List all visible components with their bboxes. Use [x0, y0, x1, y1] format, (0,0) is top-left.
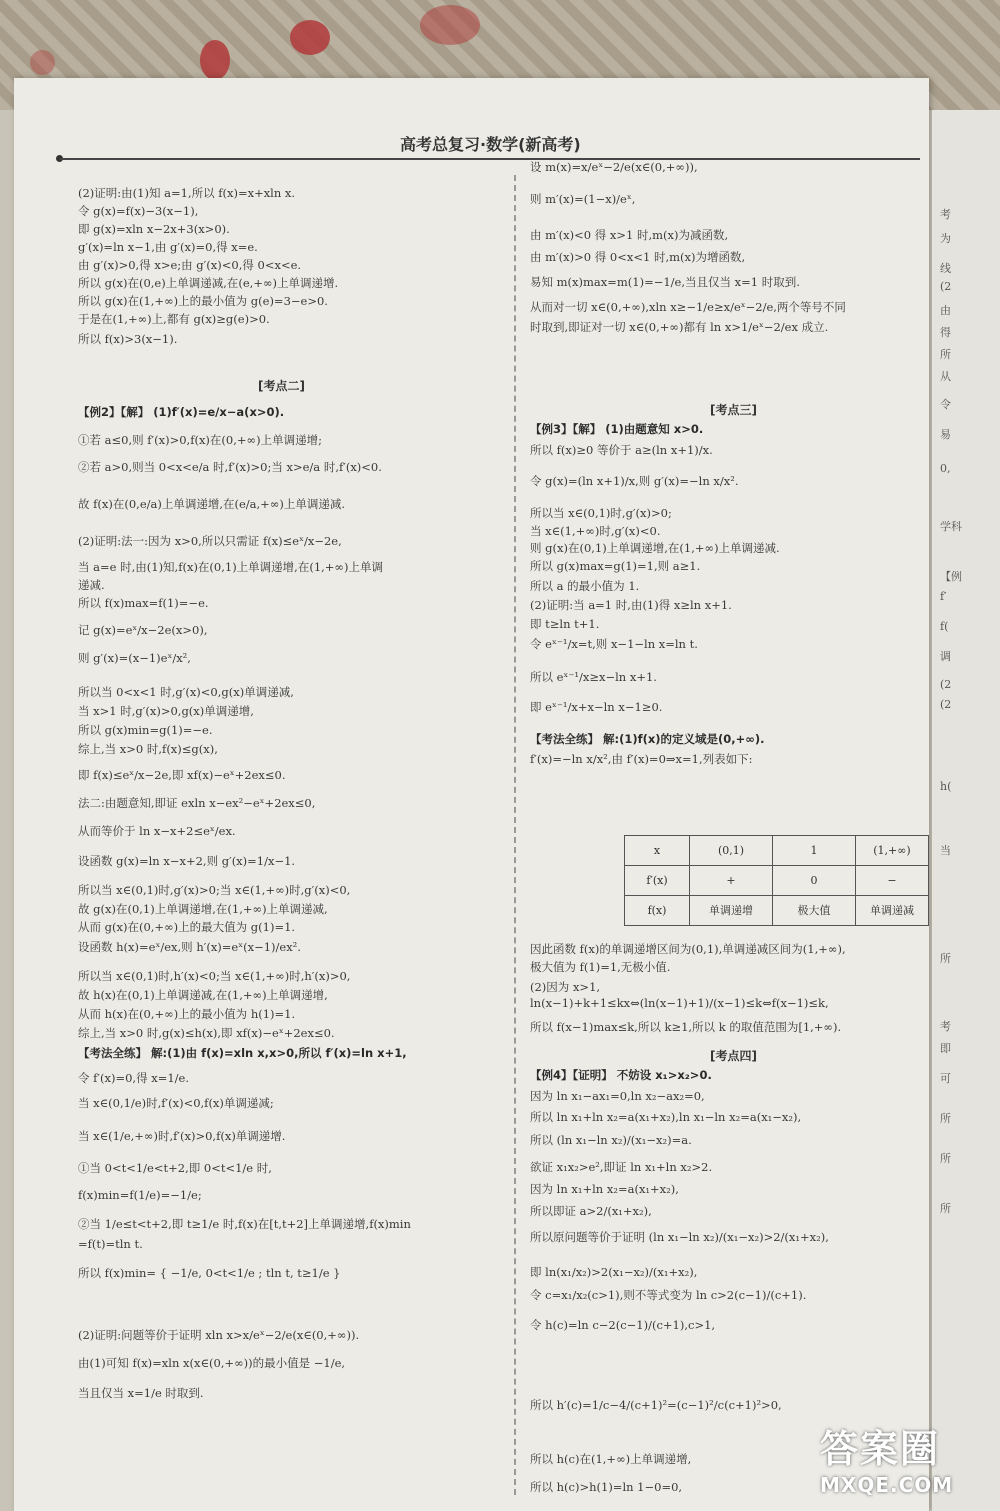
table-cell: f(x): [625, 896, 690, 926]
text-line: 递减.: [78, 578, 105, 592]
text-line: (2)证明:问题等价于证明 xln x>x/eˣ−2/e(x∈(0,+∞)).: [78, 1328, 360, 1342]
text-line: 则 g(x)在(0,1)上单调递增,在(1,+∞)上单调递减.: [530, 541, 780, 555]
text-line: 所以 h′(c)=1/c−4/(c+1)²=(c−1)²/c(c+1)²>0,: [530, 1398, 782, 1412]
text-line: [考点二]: [258, 379, 305, 393]
edge-text-fragment: 即: [940, 1042, 951, 1055]
table-cell: (0,1): [690, 836, 773, 866]
text-line: 从而 g(x)在(0,+∞)上的最大值为 g(1)=1.: [78, 920, 296, 934]
edge-text-fragment: 易: [940, 428, 951, 441]
text-line: 令 c=x₁/x₂(c>1),则不等式变为 ln c>2(c−1)/(c+1).: [530, 1288, 807, 1302]
edge-text-fragment: f(: [940, 620, 949, 633]
edge-text-fragment: 线: [940, 262, 951, 275]
table-cell: +: [690, 866, 773, 896]
text-line: 所以即证 a>2/(x₁+x₂),: [530, 1204, 652, 1218]
text-line: (2)证明:法一:因为 x>0,所以只需证 f(x)≤eˣ/x−2e,: [78, 534, 342, 548]
text-line: [考点三]: [710, 403, 757, 417]
text-line: 从而等价于 ln x−x+2≤eˣ/ex.: [78, 824, 236, 838]
text-line: 即 g(x)=xln x−2x+3(x>0).: [78, 222, 230, 236]
text-line: 则 m′(x)=(1−x)/eˣ,: [530, 192, 636, 206]
edge-text-fragment: (2: [940, 280, 952, 293]
edge-text-fragment: 所: [940, 1202, 951, 1215]
text-line: f(x)min=f(1/e)=−1/e;: [78, 1188, 202, 1202]
tablecloth-pattern: [290, 20, 330, 55]
edge-text-fragment: 学科: [940, 520, 962, 533]
text-line: ln(x−1)+k+1≤kx⇔(ln(x−1)+1)/(x−1)≤k⇔f(x−1)≤k,: [530, 996, 829, 1010]
text-line: 记 g(x)=eˣ/x−2e(x>0),: [78, 623, 208, 637]
text-line: 故 f(x)在(0,e/a)上单调递增,在(e/a,+∞)上单调递减.: [78, 497, 346, 511]
watermark: [820, 1418, 990, 1497]
text-line: (2)证明:由(1)知 a=1,所以 f(x)=x+xln x.: [78, 186, 296, 200]
text-line: 即 eˣ⁻¹/x+x−ln x−1≥0.: [530, 700, 663, 714]
text-line: (2)证明:当 a=1 时,由(1)得 x≥ln x+1.: [530, 598, 732, 612]
text-line: 所以当 x∈(0,1)时,g′(x)>0;: [530, 506, 672, 520]
text-line: 极大值为 f(1)=1,无极小值.: [530, 960, 671, 974]
text-line: (2)因为 x>1,: [530, 980, 601, 994]
text-line: [考点四]: [710, 1049, 757, 1063]
text-line: ②若 a>0,则当 0<x<e/a 时,f′(x)>0;当 x>e/a 时,f′(x)<0.: [78, 460, 382, 474]
text-line: 所以 (ln x₁−ln x₂)/(x₁−x₂)=a.: [530, 1133, 692, 1147]
text-line: 所以 eˣ⁻¹/x≥x−ln x+1.: [530, 670, 657, 684]
text-line: 当 a=e 时,由(1)知,f(x)在(0,1)上单调递增,在(1,+∞)上单调: [78, 560, 384, 574]
text-line: 所以 ln x₁+ln x₂=a(x₁+x₂),ln x₁−ln x₂=a(x₁−x₂),: [530, 1110, 802, 1124]
table-row: [625, 866, 929, 896]
text-line: 【例3】【解】 (1)由题意知 x>0.: [530, 422, 704, 436]
text-line: 由 g′(x)>0,得 x>e;由 g′(x)<0,得 0<x<e.: [78, 258, 302, 272]
table-row: [625, 836, 929, 866]
text-line: 所以原问题等价于证明 (ln x₁−ln x₂)/(x₁−x₂)>2/(x₁+x₂),: [530, 1230, 829, 1244]
text-line: 故 h(x)在(0,1)上单调递减,在(1,+∞)上单调递增,: [78, 988, 328, 1002]
edge-text-fragment: 所: [940, 952, 951, 965]
text-line: 所以 f(x)min= { −1/e, 0<t<1/e ; tln t, t≥1/e }: [78, 1266, 341, 1280]
text-line: f′(x)=−ln x/x²,由 f′(x)=0⇒x=1,列表如下:: [530, 752, 753, 766]
page-header: 高考总复习·数学(新高考): [400, 135, 581, 154]
table-row: [625, 896, 929, 926]
text-line: 所以 f(x)max=f(1)=−e.: [78, 596, 209, 610]
text-line: 于是在(1,+∞)上,都有 g(x)≥g(e)>0.: [78, 312, 270, 326]
table-cell: (1,+∞): [856, 836, 929, 866]
text-line: ①当 0<t<1/e<t+2,即 0<t<1/e 时,: [78, 1161, 272, 1175]
edge-text-fragment: h(: [940, 780, 952, 793]
text-line: 由(1)可知 f(x)=xln x(x∈(0,+∞))的最小值是 −1/e,: [78, 1356, 346, 1370]
edge-text-fragment: 所: [940, 348, 951, 361]
tablecloth-pattern: [30, 50, 55, 75]
text-line: 即 ln(x₁/x₂)>2(x₁−x₂)/(x₁+x₂),: [530, 1265, 698, 1279]
table-cell: 单调递减: [856, 896, 929, 926]
table-cell: 极大值: [773, 896, 856, 926]
text-line: 从而对一切 x∈(0,+∞),xln x≥−1/e≥x/eˣ−2/e,两个等号不同: [530, 300, 846, 314]
text-line: 设 m(x)=x/eˣ−2/e(x∈(0,+∞)),: [530, 160, 698, 174]
text-line: 即 t≥ln t+1.: [530, 617, 600, 631]
text-line: 易知 m(x)max=m(1)=−1/e,当且仅当 x=1 时取到.: [530, 275, 800, 289]
text-line: 当且仅当 x=1/e 时取到.: [78, 1386, 204, 1400]
edge-text-fragment: f′: [940, 590, 947, 603]
edge-text-fragment: 可: [940, 1072, 951, 1085]
text-line: 所以 g(x)在(0,e)上单调递减,在(e,+∞)上单调递增.: [78, 276, 339, 290]
text-line: 由 m′(x)<0 得 x>1 时,m(x)为减函数,: [530, 228, 729, 242]
text-line: g′(x)=ln x−1,由 g′(x)=0,得 x=e.: [78, 240, 258, 254]
text-line: 综上,当 x>0 时,g(x)≤h(x),即 xf(x)−eˣ+2ex≤0.: [78, 1026, 335, 1040]
text-line: ①若 a≤0,则 f′(x)>0,f(x)在(0,+∞)上单调递增;: [78, 433, 322, 447]
text-line: 所以 f(x)≥0 等价于 a≥(ln x+1)/x.: [530, 443, 713, 457]
edge-text-fragment: 考: [940, 1020, 951, 1033]
text-line: 时取到,即证对一切 x∈(0,+∞)都有 ln x>1/eˣ−2/ex 成立.: [530, 320, 829, 334]
text-line: 所以 g(x)min=g(1)=−e.: [78, 723, 213, 737]
edge-text-fragment: 从: [940, 370, 951, 383]
edge-text-fragment: 考: [940, 208, 951, 221]
table-cell: 1: [773, 836, 856, 866]
text-line: 【例2】【解】 (1)f′(x)=e/x−a(x>0).: [78, 405, 285, 419]
text-line: 所以当 x∈(0,1)时,h′(x)<0;当 x∈(1,+∞)时,h′(x)>0,: [78, 969, 351, 983]
text-line: 所以 f(x−1)max≤k,所以 k≥1,所以 k 的取值范围为[1,+∞).: [530, 1020, 842, 1034]
text-line: 【考法全练】 解:(1)由 f(x)=xln x,x>0,所以 f′(x)=ln x+1,: [78, 1046, 407, 1060]
text-line: ②当 1/e≤t<t+2,即 t≥1/e 时,f(x)在[t,t+2]上单调递增,f(x)min: [78, 1217, 411, 1231]
text-line: 所以 h(c)在(1,+∞)上单调递增,: [530, 1452, 692, 1466]
text-line: 所以当 0<x<1 时,g′(x)<0,g(x)单调递减,: [78, 685, 294, 699]
text-line: 因此函数 f(x)的单调递增区间为(0,1),单调递减区间为(1,+∞),: [530, 942, 846, 956]
text-line: 所以 a 的最小值为 1.: [530, 579, 640, 593]
text-line: 故 g(x)在(0,1)上单调递增,在(1,+∞)上单调递减,: [78, 902, 328, 916]
watermark-url: MXQE.COM: [820, 1473, 954, 1497]
tablecloth-pattern: [200, 40, 230, 80]
variation-table: [624, 835, 929, 926]
text-line: 令 h(c)=ln c−2(c−1)/(c+1),c>1,: [530, 1318, 716, 1332]
text-line: 令 g(x)=f(x)−3(x−1),: [78, 204, 199, 218]
tablecloth-pattern: [420, 5, 480, 45]
edge-text-fragment: 当: [940, 844, 951, 857]
adjacent-page: [932, 110, 1000, 1511]
table-cell: −: [856, 866, 929, 896]
text-line: 从而 h(x)在(0,+∞)上的最小值为 h(1)=1.: [78, 1007, 296, 1021]
text-line: 即 f(x)≤eˣ/x−2e,即 xf(x)−eˣ+2ex≤0.: [78, 768, 286, 782]
text-line: 所以 g(x)在(1,+∞)上的最小值为 g(e)=3−e>0.: [78, 294, 328, 308]
text-line: 设函数 h(x)=eˣ/ex,则 h′(x)=eˣ(x−1)/ex².: [78, 940, 301, 954]
edge-text-fragment: 为: [940, 232, 951, 245]
text-line: 当 x∈(1,+∞)时,g′(x)<0.: [530, 524, 661, 538]
text-line: 当 x>1 时,g′(x)>0,g(x)单调递增,: [78, 704, 254, 718]
text-line: =f(t)=tln t.: [78, 1237, 143, 1251]
text-line: 所以当 x∈(0,1)时,g′(x)>0;当 x∈(1,+∞)时,g′(x)<0,: [78, 883, 351, 897]
column-divider: [514, 175, 516, 1495]
text-line: 令 f′(x)=0,得 x=1/e.: [78, 1071, 190, 1085]
text-line: 【例4】【证明】 不妨设 x₁>x₂>0.: [530, 1068, 712, 1082]
text-line: 因为 ln x₁+ln x₂=a(x₁+x₂),: [530, 1182, 679, 1196]
table-cell: x: [625, 836, 690, 866]
text-line: 综上,当 x>0 时,f(x)≤g(x),: [78, 742, 218, 756]
edge-text-fragment: 令: [940, 398, 951, 411]
text-line: 当 x∈(1/e,+∞)时,f′(x)>0,f(x)单调递增.: [78, 1129, 286, 1143]
edge-text-fragment: 所: [940, 1112, 951, 1125]
text-line: 所以 h(c)>h(1)=ln 1−0=0,: [530, 1480, 683, 1494]
text-line: 则 g′(x)=(x−1)eˣ/x²,: [78, 651, 191, 665]
header-rule: [60, 158, 920, 160]
text-line: 所以 f(x)>3(x−1).: [78, 332, 178, 346]
text-line: 因为 ln x₁−ax₁=0,ln x₂−ax₂=0,: [530, 1089, 705, 1103]
edge-text-fragment: 0,: [940, 462, 951, 475]
table-cell: f′(x): [625, 866, 690, 896]
edge-text-fragment: 【例: [940, 570, 962, 583]
text-line: 所以 g(x)max=g(1)=1,则 a≥1.: [530, 559, 701, 573]
edge-text-fragment: 由: [940, 304, 951, 317]
text-line: 令 eˣ⁻¹/x=t,则 x−1−ln x=ln t.: [530, 637, 698, 651]
table-cell: 单调递增: [690, 896, 773, 926]
text-line: 【考法全练】 解:(1)f(x)的定义域是(0,+∞).: [530, 732, 765, 746]
text-line: 欲证 x₁x₂>e²,即证 ln x₁+ln x₂>2.: [530, 1160, 713, 1174]
text-line: 法二:由题意知,即证 exln x−ex²−eˣ+2ex≤0,: [78, 796, 316, 810]
edge-text-fragment: 调: [940, 650, 951, 663]
text-line: 当 x∈(0,1/e)时,f′(x)<0,f(x)单调递减;: [78, 1096, 274, 1110]
table-cell: 0: [773, 866, 856, 896]
text-line: 设函数 g(x)=ln x−x+2,则 g′(x)=1/x−1.: [78, 854, 296, 868]
text-line: 令 g(x)=(ln x+1)/x,则 g′(x)=−ln x/x².: [530, 474, 739, 488]
edge-text-fragment: 得: [940, 326, 951, 339]
edge-text-fragment: 所: [940, 1152, 951, 1165]
edge-text-fragment: (2: [940, 698, 952, 711]
edge-text-fragment: (2: [940, 678, 952, 691]
watermark-logo-text: 答案圈: [820, 1427, 941, 1471]
text-line: 由 m′(x)>0 得 0<x<1 时,m(x)为增函数,: [530, 250, 746, 264]
